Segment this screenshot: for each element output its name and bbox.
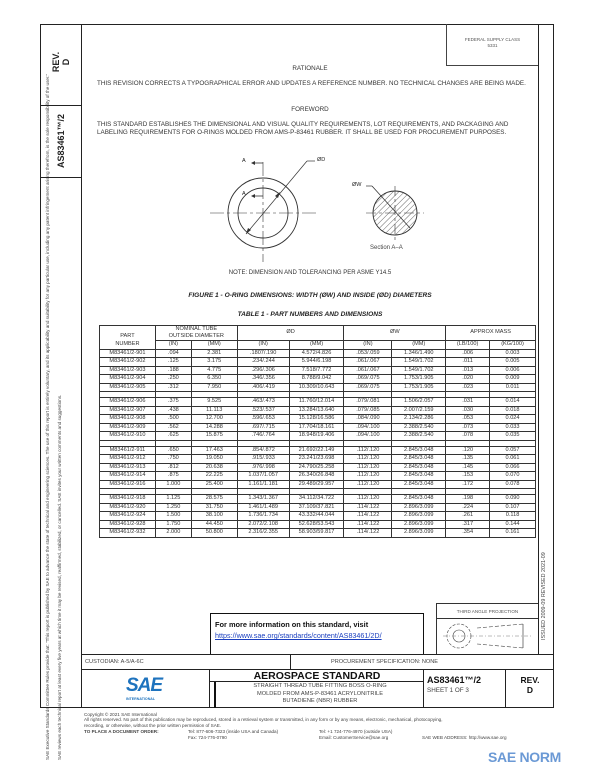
table-cell: 2.845/3.048 xyxy=(392,472,446,481)
table-cell: 0.033 xyxy=(490,423,536,432)
table-cell: .976/.998 xyxy=(237,463,289,472)
table-cell: .406/.419 xyxy=(237,383,289,392)
table-cell: M83461/2-913 xyxy=(100,463,156,472)
table-cell: .069/.075 xyxy=(344,375,392,384)
table-cell: 1.750 xyxy=(155,520,191,529)
header-part: PART xyxy=(100,326,156,341)
sae-logo-cell xyxy=(82,670,210,708)
table-cell: M83461/2-920 xyxy=(100,503,156,512)
table-cell: .112/.120 xyxy=(344,463,392,472)
standard-link[interactable]: https://www.sae.org/standards/content/AS83461/2D/ xyxy=(215,631,382,640)
rev-value: D xyxy=(526,685,534,695)
standard-description: STRAIGHT THREAD TUBE FITTING BOSS O-RING MOLDED FROM AMS-P-83461 ACRYLONITRILE BUTADIENE (NBR) RUBBER xyxy=(214,682,424,708)
table-cell: 20.638 xyxy=(191,463,237,472)
table-cell: 0.035 xyxy=(490,432,536,441)
table-cell: 7.518/7.772 xyxy=(289,366,344,375)
table-cell: .915/.933 xyxy=(237,455,289,464)
table-cell: 58.903/59.817 xyxy=(289,529,344,538)
figure-note: NOTE: DIMENSION AND TOLERANCING PER ASME Y14.5 xyxy=(228,270,392,276)
table-cell: 21.692/22.149 xyxy=(289,446,344,455)
table-cell: .317 xyxy=(446,520,490,529)
table-cell: 14.288 xyxy=(191,423,237,432)
table-cell: .011 xyxy=(446,358,490,367)
table-cell: .094/.100 xyxy=(344,423,392,432)
table-cell: 0.009 xyxy=(490,375,536,384)
table-cell: .354 xyxy=(446,529,490,538)
table-cell: .375 xyxy=(155,398,191,407)
rev-label: REV. xyxy=(520,675,540,685)
table-cell: M83461/2-903 xyxy=(100,366,156,375)
table-cell: 2.007/2.159 xyxy=(392,406,446,415)
table-body xyxy=(100,349,536,537)
rights-line-2: recording, or otherwise, without the prior written permission of SAE. xyxy=(84,722,222,728)
diameter-d-label: ØD xyxy=(317,157,326,163)
table-cell: 1.125 xyxy=(155,495,191,504)
table-cell: .078 xyxy=(446,432,490,441)
copyright: Copyright © 2021 SAE International xyxy=(84,712,157,717)
table-cell: 2.845/3.048 xyxy=(392,480,446,489)
figure-caption: FIGURE 1 - O-RING DIMENSIONS: WIDTH (ØW) AND INSIDE (ØD) DIAMETERS xyxy=(188,292,432,299)
table-cell: 1.161/1.181 xyxy=(237,480,289,489)
table-cell: 25.400 xyxy=(191,480,237,489)
table-cell: .346/.356 xyxy=(237,375,289,384)
table-cell: 1.549/1.702 xyxy=(392,366,446,375)
table-cell: 1.500 xyxy=(155,512,191,521)
table-cell: .069/.075 xyxy=(344,383,392,392)
table-cell: .153 xyxy=(446,472,490,481)
table-cell: .112/.120 xyxy=(344,480,392,489)
rights-line-1: All rights reserved. No part of this publication may be reproduced, stored in a retrieval system or transmitted, in any form or by any means, electronic, mechanical, photocopying, xyxy=(84,717,443,723)
table-cell: .625 xyxy=(155,432,191,441)
table-cell: 28.575 xyxy=(191,495,237,504)
table-cell: 26.340/26.848 xyxy=(289,472,344,481)
table-cell: .079/.085 xyxy=(344,406,392,415)
watermark: SAE NORM xyxy=(488,749,562,765)
table-cell: .523/.537 xyxy=(237,406,289,415)
table-row xyxy=(100,349,536,358)
table-cell: .746/.764 xyxy=(237,432,289,441)
third-angle-projection-box xyxy=(436,603,538,654)
table-cell: 1.250 xyxy=(155,503,191,512)
table-cell: .020 xyxy=(446,375,490,384)
order-label: TO PLACE A DOCUMENT ORDER: xyxy=(84,729,159,735)
table-cell: .1807/.190 xyxy=(237,349,289,358)
table-cell: .261 xyxy=(446,512,490,521)
table-row xyxy=(100,375,536,384)
issued-revised-dates: ISSUED 2009-09 REVISED 2021-09 xyxy=(541,552,547,640)
table-cell: 2.388/2.540 xyxy=(392,423,446,432)
table-cell: .875 xyxy=(155,472,191,481)
table-cell: M83461/2-924 xyxy=(100,512,156,521)
table-cell: 0.005 xyxy=(490,358,536,367)
table-cell: 24.790/25.258 xyxy=(289,463,344,472)
header-mass-kg: (KG/100) xyxy=(490,341,536,350)
left-doc-number-box xyxy=(40,106,82,178)
table-cell: 4.572/4.826 xyxy=(289,349,344,358)
table-row xyxy=(100,503,536,512)
sheet-number: SHEET 1 OF 3 xyxy=(427,687,469,694)
doc-number: AS83461™/2 xyxy=(427,675,482,685)
table-cell: 0.003 xyxy=(490,349,536,358)
table-cell: .234/.244 xyxy=(237,358,289,367)
table-cell: .854/.872 xyxy=(237,446,289,455)
table-cell: M83461/2-912 xyxy=(100,455,156,464)
table-cell: 37.109/37.821 xyxy=(289,503,344,512)
left-rev-value: D xyxy=(61,58,71,66)
table-cell: 0.061 xyxy=(490,455,536,464)
table-cell: 2.845/3.048 xyxy=(392,495,446,504)
procurement-spec: PROCUREMENT SPECIFICATION: NONE xyxy=(290,655,554,670)
table-cell: .112/.120 xyxy=(344,455,392,464)
table-row xyxy=(100,472,536,481)
table-cell: .031 xyxy=(446,398,490,407)
fsc-label: FEDERAL SUPPLY CLASS xyxy=(464,37,521,42)
table-cell: M83461/2-906 xyxy=(100,398,156,407)
table-cell: .812 xyxy=(155,463,191,472)
notice-line-2: SAE reviews each technical report at least every five years at which time it may be revised, reaffirmed, stabilized, or cancelled. SAE invites your written comments and suggestions. xyxy=(57,394,62,760)
table-row xyxy=(100,463,536,472)
table-cell: 3.175 xyxy=(191,358,237,367)
table-cell: .463/.473 xyxy=(237,398,289,407)
table-cell: 0.066 xyxy=(490,463,536,472)
table-cell: 6.350 xyxy=(191,375,237,384)
header-w: ØW xyxy=(344,326,446,341)
table-row xyxy=(100,406,536,415)
table-row xyxy=(100,432,536,441)
order-info xyxy=(84,729,544,743)
table-cell: 5.944/6.198 xyxy=(289,358,344,367)
table-cell: 8.788/9.042 xyxy=(289,375,344,384)
table-row xyxy=(100,495,536,504)
table-cell: M83461/2-902 xyxy=(100,358,156,367)
table-cell: .125 xyxy=(155,358,191,367)
table-cell: 38.100 xyxy=(191,512,237,521)
tel-us: Tel: 877-606-7323 (inside USA and Canada) xyxy=(188,729,279,735)
table-cell: 0.018 xyxy=(490,406,536,415)
email: Email: CustomerService@sae.org xyxy=(319,735,389,741)
table-cell: M83461/2-901 xyxy=(100,349,156,358)
header-number: NUMBER xyxy=(100,341,156,350)
table-cell: 19.050 xyxy=(191,455,237,464)
foreword-text: THIS STANDARD ESTABLISHES THE DIMENSIONAL AND VISUAL QUALITY REQUIREMENTS, LOT REQUIREMENTS, AND PACKAGING AND LABELING REQUIREMENTS FOR O-RINGS MOLDED FROM AMS-P-83461 RUBBER. IT SHALL BE USED FOR PROCUREMENT PURPOSES. xyxy=(97,121,509,136)
standard-title-cell xyxy=(210,670,424,708)
table-row xyxy=(100,415,536,424)
table-cell: M83461/2-910 xyxy=(100,432,156,441)
table-cell: .596/.653 xyxy=(237,415,289,424)
part-numbers-table xyxy=(99,325,536,538)
table-cell: 12.700 xyxy=(191,415,237,424)
fax: Fax: 724-776-0790 xyxy=(188,735,227,741)
header-d-in: (IN) xyxy=(237,341,289,350)
table-cell: .120 xyxy=(446,446,490,455)
table-cell: .084/.090 xyxy=(344,415,392,424)
custodian-row xyxy=(82,654,554,670)
table-cell: 11.113 xyxy=(191,406,237,415)
federal-supply-class-box xyxy=(446,24,538,66)
table-cell: 1.343/1.367 xyxy=(237,495,289,504)
table-cell: .114/.122 xyxy=(344,503,392,512)
table-cell: .650 xyxy=(155,446,191,455)
rationale-heading: RATIONALE xyxy=(292,65,328,72)
table-row xyxy=(100,455,536,464)
table-cell: 0.107 xyxy=(490,503,536,512)
table-cell: M83461/2-908 xyxy=(100,415,156,424)
table-cell: 0.090 xyxy=(490,495,536,504)
table-cell: M83461/2-904 xyxy=(100,375,156,384)
table-cell: 31.750 xyxy=(191,503,237,512)
section-a-a-label: Section A–A xyxy=(370,245,403,251)
table-cell: 2.381 xyxy=(191,349,237,358)
table-cell: 2.845/3.048 xyxy=(392,455,446,464)
table-cell: 0.024 xyxy=(490,415,536,424)
header-w-in: (IN) xyxy=(344,341,392,350)
table-cell: .094 xyxy=(155,349,191,358)
aerospace-standard-title: AEROSPACE STANDARD xyxy=(210,670,424,682)
table-cell: .112/.120 xyxy=(344,472,392,481)
table-cell: 2.072/2.108 xyxy=(237,520,289,529)
header-mass-lb: (LB/100) xyxy=(446,341,490,350)
width-w-label: ØW xyxy=(352,182,362,188)
notice-line-1: SAE Executive Standards Committee Rules provide that: "This report is published by SAE to advance the state of technical and engineering sciences. The use of this report is entirely voluntary, and its applicability and suitability for any particular use, including any patent infringement arising therefrom, is the sole responsibility of the user." xyxy=(45,73,50,760)
section-marker-a-top: A xyxy=(242,158,246,164)
table-cell: .030 xyxy=(446,406,490,415)
more-info-box xyxy=(210,613,424,655)
table-cell: 0.014 xyxy=(490,398,536,407)
table-cell: 1.506/2.057 xyxy=(392,398,446,407)
table-cell: 34.112/34.722 xyxy=(289,495,344,504)
table-cell: .013 xyxy=(446,366,490,375)
table-cell: 1.736/1.734 xyxy=(237,512,289,521)
header-w-mm: (MM) xyxy=(392,341,446,350)
table-cell: .438 xyxy=(155,406,191,415)
header-d-mm: (MM) xyxy=(289,341,344,350)
sae-logo-icon: SAE xyxy=(126,675,163,696)
table-cell: 0.078 xyxy=(490,480,536,489)
table-cell: .296/.306 xyxy=(237,366,289,375)
footer xyxy=(84,712,544,743)
table-cell: 1.753/1.905 xyxy=(392,375,446,384)
fsc-value: 5331 xyxy=(487,43,498,48)
table-row xyxy=(100,358,536,367)
table-cell: 50.800 xyxy=(191,529,237,538)
table-cell: M83461/2-914 xyxy=(100,472,156,481)
table-cell: 4.775 xyxy=(191,366,237,375)
o-ring-drawing-icon xyxy=(180,150,460,270)
custodian: CUSTODIAN: A-5/A-6C xyxy=(85,659,144,665)
table-cell: 2.388/2.540 xyxy=(392,432,446,441)
table-cell: 2.845/3.048 xyxy=(392,446,446,455)
third-angle-projection-icon xyxy=(437,619,539,653)
table-cell: 1.549/1.702 xyxy=(392,358,446,367)
table-cell: .006 xyxy=(446,349,490,358)
rationale-text: THIS REVISION CORRECTS A TYPOGRAPHICAL ERROR AND UPDATES A REFERENCE NUMBER. NO TECHNICAL CHANGES ARE BEING MADE. xyxy=(97,80,526,87)
table-cell: 0.006 xyxy=(490,366,536,375)
table-row xyxy=(100,446,536,455)
table-cell: 0.118 xyxy=(490,512,536,521)
table-cell: M83461/2-911 xyxy=(100,446,156,455)
table-cell: .188 xyxy=(155,366,191,375)
table-caption: TABLE 1 - PART NUMBERS AND DIMENSIONS xyxy=(237,311,383,318)
table-cell: M83461/2-909 xyxy=(100,423,156,432)
tel-intl: Tel: +1 724-776-4970 (outside USA) xyxy=(319,729,393,735)
table-cell: 2.845/3.048 xyxy=(392,463,446,472)
table-cell: 2.316/2.355 xyxy=(237,529,289,538)
table-cell: .750 xyxy=(155,455,191,464)
table-cell: .697/.715 xyxy=(237,423,289,432)
table-cell: .500 xyxy=(155,415,191,424)
o-ring-diagram xyxy=(180,150,460,270)
revision-cell xyxy=(506,670,554,708)
table-cell: M83461/2-905 xyxy=(100,383,156,392)
title-block xyxy=(82,670,554,708)
table-cell: 7.950 xyxy=(191,383,237,392)
projection-label: THIRD ANGLE PROJECTION xyxy=(437,603,538,619)
table-row xyxy=(100,512,536,521)
section-marker-a-mid: A xyxy=(242,191,246,197)
table-cell: 10.309/10.643 xyxy=(289,383,344,392)
table-cell: 29.489/29.957 xyxy=(289,480,344,489)
table-row xyxy=(100,423,536,432)
header-mass: APPROX MASS xyxy=(446,326,536,341)
table-row xyxy=(100,480,536,489)
foreword-heading: FOREWORD xyxy=(291,106,329,113)
table-cell: .198 xyxy=(446,495,490,504)
table-cell: .061/.067 xyxy=(344,358,392,367)
header-tube-mm: (MM) xyxy=(191,341,237,350)
left-rev-box xyxy=(40,24,82,106)
table-cell: 43.332/44.044 xyxy=(289,512,344,521)
table-cell: .114/.122 xyxy=(344,512,392,521)
table-cell: .114/.122 xyxy=(344,529,392,538)
table-row xyxy=(100,529,536,538)
table-cell: M83461/2-928 xyxy=(100,520,156,529)
header-tube-in: (IN) xyxy=(155,341,191,350)
table-cell: M83461/2-907 xyxy=(100,406,156,415)
table-cell: 9.525 xyxy=(191,398,237,407)
table-cell: .061/.067 xyxy=(344,366,392,375)
table-row xyxy=(100,366,536,375)
table-cell: .053/.059 xyxy=(344,349,392,358)
header-d: ØD xyxy=(237,326,344,341)
table-cell: 1.346/1.490 xyxy=(392,349,446,358)
table-cell: 2.896/3.099 xyxy=(392,503,446,512)
table-cell: 2.000 xyxy=(155,529,191,538)
table-cell: 2.896/3.099 xyxy=(392,520,446,529)
table-cell: 0.057 xyxy=(490,446,536,455)
table-cell: .023 xyxy=(446,383,490,392)
table-cell: 2.134/2.286 xyxy=(392,415,446,424)
table-cell: .079/.081 xyxy=(344,398,392,407)
header-tube: NOMINAL TUBE OUTSIDE DIAMETER xyxy=(155,326,237,341)
table-cell: .172 xyxy=(446,480,490,489)
table-cell: 44.450 xyxy=(191,520,237,529)
table-cell: .145 xyxy=(446,463,490,472)
table-cell: .114/.122 xyxy=(344,520,392,529)
table-cell: .312 xyxy=(155,383,191,392)
table-cell: 2.896/3.099 xyxy=(392,529,446,538)
table-row xyxy=(100,383,536,392)
table-cell: 0.144 xyxy=(490,520,536,529)
table-cell: .112/.120 xyxy=(344,446,392,455)
table-row xyxy=(100,398,536,407)
table-cell: 52.628/53.543 xyxy=(289,520,344,529)
table-cell: .073 xyxy=(446,423,490,432)
sae-logo-subtext: INTERNATIONAL xyxy=(126,697,156,701)
left-rev-label: REV. xyxy=(51,51,61,73)
table-cell: 23.241/23.698 xyxy=(289,455,344,464)
table-cell: 13.284/13.640 xyxy=(289,406,344,415)
web-address[interactable]: SAE WEB ADDRESS: http://www.sae.org xyxy=(422,735,507,741)
doc-number-cell xyxy=(424,670,506,708)
table-cell: .135 xyxy=(446,455,490,464)
table-cell: M83461/2-918 xyxy=(100,495,156,504)
table-cell: M83461/2-916 xyxy=(100,480,156,489)
table-cell: 0.070 xyxy=(490,472,536,481)
table-cell: 1.753/1.905 xyxy=(392,383,446,392)
table-cell: M83461/2-932 xyxy=(100,529,156,538)
table-cell: 1.037/1.057 xyxy=(237,472,289,481)
table-cell: .053 xyxy=(446,415,490,424)
more-info-text: For more information on this standard, visit xyxy=(215,620,369,629)
table-cell: .112/.120 xyxy=(344,495,392,504)
table-row xyxy=(100,520,536,529)
table-cell: .562 xyxy=(155,423,191,432)
table-cell: 11.760/12.014 xyxy=(289,398,344,407)
table-cell: 15.128/16.586 xyxy=(289,415,344,424)
table-cell: 0.011 xyxy=(490,383,536,392)
table-cell: 1.000 xyxy=(155,480,191,489)
table-cell: 17.463 xyxy=(191,446,237,455)
table-cell: 0.161 xyxy=(490,529,536,538)
table-cell: 1.461/1.489 xyxy=(237,503,289,512)
table-cell: .094/.100 xyxy=(344,432,392,441)
table-cell: .250 xyxy=(155,375,191,384)
left-doc-number: AS83461™/2 xyxy=(56,113,66,169)
table-cell: 22.225 xyxy=(191,472,237,481)
table-cell: .224 xyxy=(446,503,490,512)
table-cell: 2.896/3.099 xyxy=(392,512,446,521)
table-cell: 15.875 xyxy=(191,432,237,441)
table-cell: 17.704/18.161 xyxy=(289,423,344,432)
table-cell: 18.948/19.406 xyxy=(289,432,344,441)
